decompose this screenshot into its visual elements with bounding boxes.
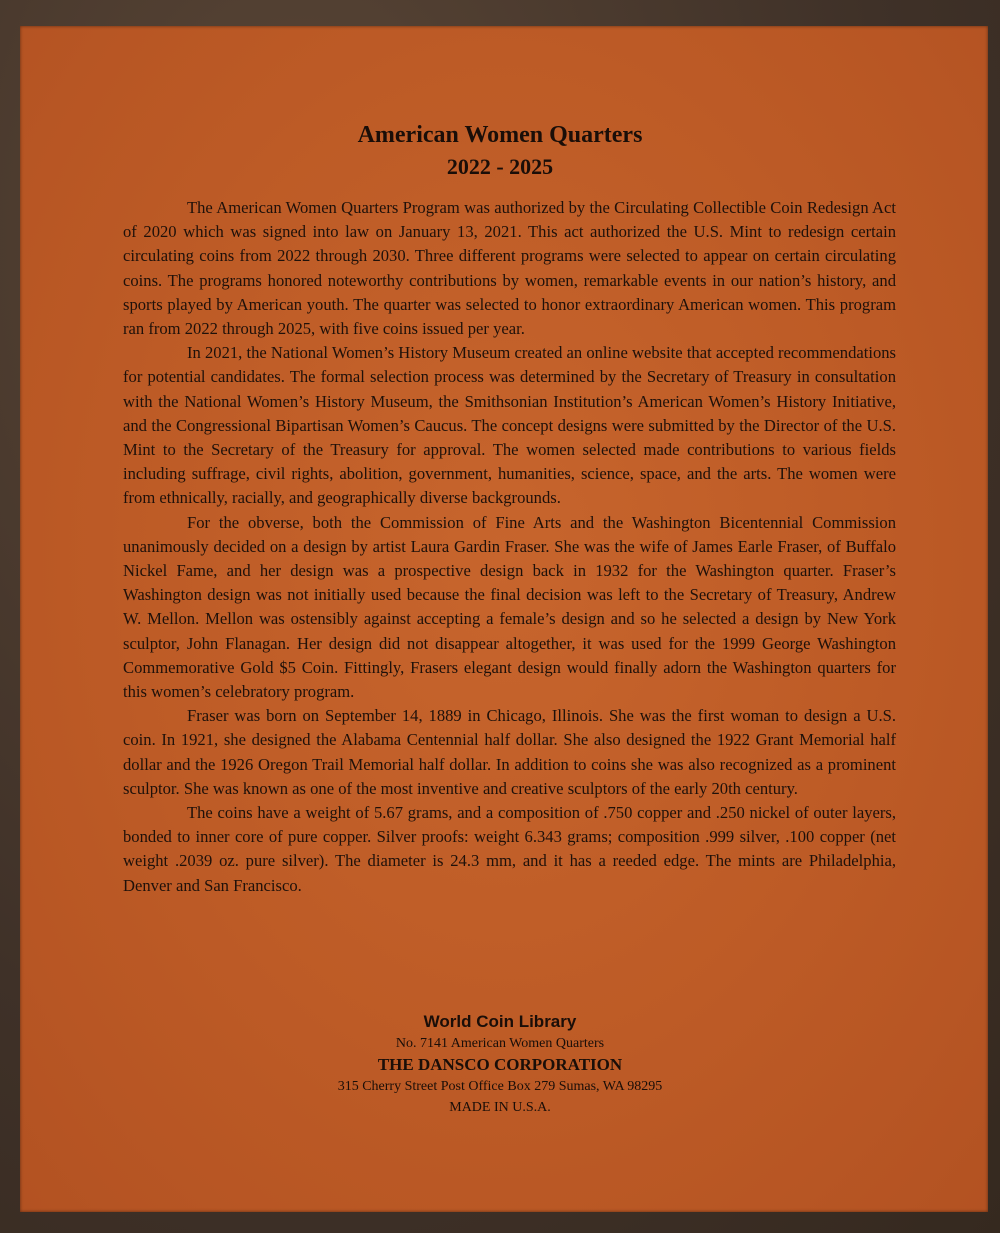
company-name: THE DANSCO CORPORATION	[377, 1055, 623, 1074]
footer	[0, 1010, 1000, 1118]
page-subtitle: 2022 - 2025	[446, 154, 554, 179]
paragraph-selection: In 2021, the National Women’s History Museum created an online website that accepted recommendations for potential candidates. The formal selection process was determined by the Secretary of Treasury in consultation with the National Women’s History Museum, the Smithsonian Institution’s American Women’s History Initiative, and the Congressional Bipartisan Women’s Caucus. The concept designs were submitted by the Director of the U.S. Mint to the Secretary of the Treasury for approval. The women selected made contributions to various fields including suffrage, civil rights, abolition, government, humanities, science, space, and the arts. The women were from ethnically, racially, and geographically diverse backgrounds.	[123, 343, 896, 508]
company-address: 315 Cherry Street Post Office Box 279 Sumas, WA 98295	[337, 1079, 663, 1094]
paragraph-obverse: For the obverse, both the Commission of Fine Arts and the Washington Bicentennial Commission unanimously decided on a design by artist Laura Gardin Fraser. She was the wife of James Earle Fraser, of Buffalo Nickel Fame, and her design was a prospective design back in 1932 for the Washington quarter. Fraser’s Washington design was not initially used because the final decision was left to the Secretary of Treasury, Andrew W. Mellon. Mellon was ostensibly against accepting a female’s design and so he selected a design by New York sculptor, John Flanagan. Her design did not disappear altogether, it was used for the 1999 George Washington Commemorative Gold $5 Coin. Fittingly, Frasers elegant design would finally adorn the Washington quarters for this women’s celebratory program.	[123, 512, 896, 702]
product-number: No. 7141 American Women Quarters	[395, 1036, 605, 1051]
paragraph-fraser: Fraser was born on September 14, 1889 in Chicago, Illinois. She was the first woman to design a U.S. coin. In 1921, she designed the Alabama Centennial half dollar. She also designed the 1922 Grant Memorial half dollar and the 1926 Oregon Trail Memorial half dollar. In addition to coins she was also recognized as a prominent sculptor. She was known as one of the most inventive and creative sculptors of the early 20th century.	[123, 706, 896, 798]
made-in-label: MADE IN U.S.A.	[449, 1100, 551, 1115]
body-text	[123, 196, 896, 898]
paragraph-specifications: The coins have a weight of 5.67 grams, and a composition of .750 copper and .250 nickel of outer layers, bonded to inner core of pure copper. Silver proofs: weight 6.343 grams; composition .999 silver, .100 copper (net weight .2039 oz. pure silver). The diameter is 24.3 mm, and it has a reeded edge. The mints are Philadelphia, Denver and San Francisco.	[123, 803, 896, 895]
paragraph-program: The American Women Quarters Program was authorized by the Circulating Collectible Coin Redesign Act of 2020 which was signed into law on January 13, 2021. This act authorized the U.S. Mint to redesign certain circulating coins from 2022 through 2030. Three different programs were selected to appear on certain circulating coins. The programs honored noteworthy contributions by women, remarkable events in our nation’s history, and sports played by American youth. The quarter was selected to honor extraordinary American women. This program ran from 2022 through 2025, with five coins issued per year.	[123, 198, 896, 339]
page-title: American Women Quarters	[357, 122, 643, 148]
library-name: World Coin Library	[423, 1012, 577, 1031]
